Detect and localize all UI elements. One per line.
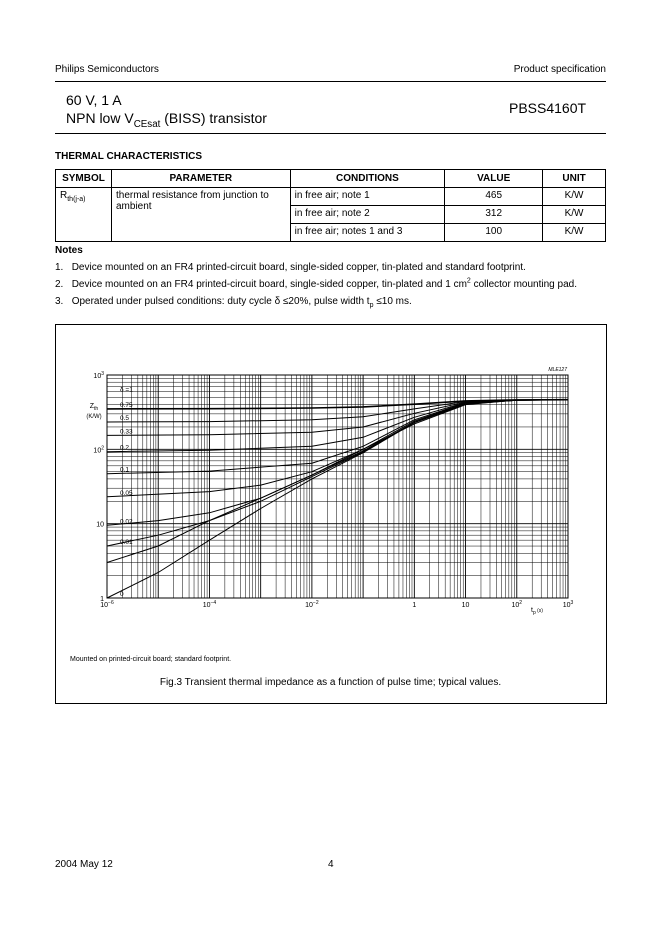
note-2-text-b: collector mounting pad. [470, 279, 577, 290]
title-suffix: (BISS) transistor [160, 110, 267, 126]
series-label: 0 [120, 591, 124, 598]
condition-cell: in free air; note 1 [290, 188, 445, 206]
series-label: 0.05 [120, 489, 133, 497]
section-title: THERMAL CHARACTERISTICS [55, 151, 203, 162]
y-axis-unit: (K/W) [86, 414, 102, 420]
series-line [107, 400, 568, 422]
series-label: 0.01 [120, 539, 133, 547]
header-parameter: PARAMETER [111, 170, 290, 188]
parameter-cell: thermal resistance from junction to ambient [111, 188, 290, 242]
condition-cell: in free air; notes 1 and 3 [290, 224, 445, 242]
header-unit: UNIT [543, 170, 606, 188]
x-axis-label: $t_p$ $^{(s)}$ [531, 607, 543, 616]
header-value: VALUE [445, 170, 543, 188]
header-symbol: SYMBOL [56, 170, 112, 188]
figure-caption: Fig.3 Transient thermal impedance as a function of pulse time; typical values. [159, 677, 502, 688]
series-line [107, 400, 568, 563]
note-2-sup: 2 [466, 277, 471, 285]
y-axis-label: $Z_{th}$ [89, 403, 99, 412]
title-line-1: 60 V, 1 A [66, 92, 122, 108]
value-cell: 100 [445, 224, 543, 242]
title-sub: CEsat [133, 118, 161, 130]
series-line [107, 400, 568, 497]
unit-cell: K/W [543, 206, 606, 224]
x-tick-label: $10^3$ [562, 600, 574, 609]
series-label: δ =1 [120, 386, 133, 394]
figure-code: MLE127 [548, 367, 567, 373]
x-tick-label: $10^{-4}$ [202, 600, 217, 609]
note-3-text-a: Operated under pulsed conditions: duty cycle δ ≤20%, pulse width t [71, 296, 370, 307]
note-2: 2. Device mounted on an FR4 printed-circuit board, single-sided copper, tin-plated and 1 $cm^2$ collector mounting pad. [55, 277, 577, 290]
series-line [107, 400, 568, 436]
y-tick-label: 1 [100, 596, 104, 603]
part-number: PBSS4160T [509, 100, 587, 116]
series-label: 0.2 [120, 444, 130, 452]
x-tick-label: $10^2$ [511, 600, 523, 609]
symbol-main: R [60, 190, 68, 201]
x-tick-label: 10 [461, 602, 470, 609]
series-label: 0.33 [120, 428, 133, 436]
x-tick-label: $10^{-2}$ [305, 600, 319, 609]
value-cell: 312 [445, 206, 543, 224]
mount-note: Mounted on printed-circuit board; standard footprint. [70, 656, 232, 663]
value-cell: 465 [445, 188, 543, 206]
title-prefix: NPN low V [66, 110, 134, 126]
series-label: 0.75 [120, 401, 133, 409]
company-name: Philips Semiconductors [55, 64, 159, 75]
x-tick-label: $10^{-6}$ [100, 600, 114, 609]
note-3: 3. Operated under pulsed conditions: duty cycle δ ≤20%, pulse width $t_p \le 10$ ms. [55, 296, 412, 309]
condition-cell: in free air; note 2 [290, 206, 445, 224]
header-conditions: CONDITIONS [290, 170, 445, 188]
unit-cell: K/W [543, 224, 606, 242]
y-tick-label: $10^3$ [93, 371, 104, 380]
unit-cell: K/W [543, 188, 606, 206]
footer-date: 2004 May 12 [55, 859, 113, 870]
document-type: Product specification [513, 64, 606, 75]
series-label: 0.02 [120, 518, 133, 526]
note-3-sub: p [369, 302, 374, 309]
footer-page: 4 [328, 859, 334, 870]
symbol-sub: th(j-a) [67, 196, 86, 203]
series-label: 0.1 [120, 466, 130, 474]
y-tick-label: 10 [96, 521, 104, 529]
note-1-text: Device mounted on an FR4 printed-circuit board, single-sided copper, tin-plated and standard footprint. [71, 262, 526, 273]
note-3-text-b: ≤10 ms. [373, 296, 412, 307]
y-tick-label: $10^2$ [93, 445, 104, 455]
note-2-text-a: Device mounted on an FR4 printed-circuit board, single-sided copper, tin-plated and 1 cm [71, 279, 467, 290]
note-1: 1. Device mounted on an FR4 printed-circuit board, single-sided copper, tin-plated and standard footprint. [55, 262, 526, 273]
notes-title: Notes [55, 245, 83, 256]
series-label: 0.5 [120, 415, 130, 423]
x-tick-label: 1 [412, 602, 417, 609]
